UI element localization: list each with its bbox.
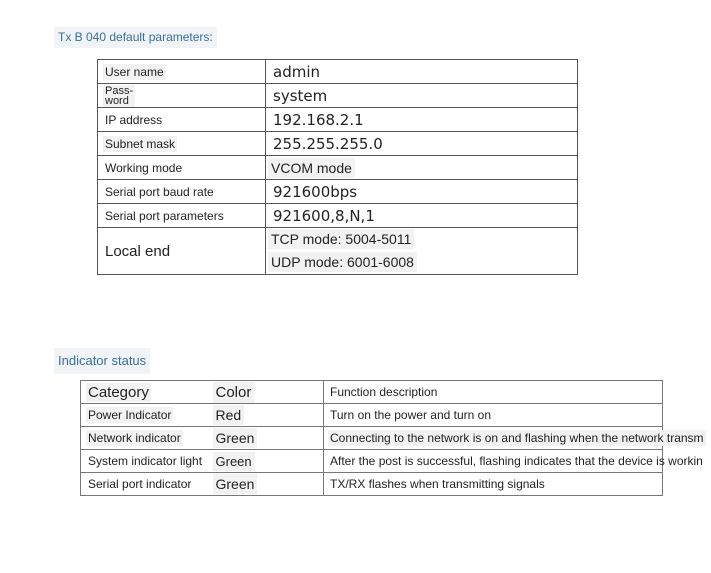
table-row (81, 473, 663, 496)
table-row (98, 108, 578, 132)
param-value: 192.168.2.1 (266, 108, 578, 132)
default-parameters-heading: Tx B 040 default parameters: (54, 27, 217, 48)
column-header-color: Color (208, 381, 324, 404)
indicator-status-table (80, 380, 704, 496)
indicator-category: Power Indicator (81, 404, 208, 427)
table-row (98, 204, 578, 228)
indicator-description: TX/RX flashes when transmitting signals (324, 473, 663, 496)
indicator-description: After the post is successful, flashing indicates that the device is workin (324, 450, 663, 473)
indicator-category: System indicator light (81, 450, 208, 473)
param-value: VCOM mode (266, 156, 578, 180)
table-row (98, 60, 578, 84)
table-row (98, 228, 578, 275)
indicator-category: Serial port indicator (81, 473, 208, 496)
table-row (98, 156, 578, 180)
table-row (81, 427, 663, 450)
table-row (98, 132, 578, 156)
column-header-category: Category (81, 381, 208, 404)
param-value: system (266, 84, 578, 108)
local-end-values (266, 228, 578, 275)
indicator-color: Green (208, 427, 324, 450)
param-label: Working mode (98, 156, 266, 180)
param-label: Serial port baud rate (98, 180, 266, 204)
column-header-description: Function description (324, 381, 663, 404)
indicator-category: Network indicator (81, 427, 208, 450)
table-row (98, 180, 578, 204)
udp-mode-value: UDP mode: 6001-6008 (268, 251, 577, 274)
tcp-mode-value: TCP mode: 5004-5011 (268, 228, 577, 251)
param-value: 921600,8,N,1 (266, 204, 578, 228)
indicator-description: Connecting to the network is on and flashing when the network transm (324, 427, 663, 450)
indicator-color: Green (208, 473, 324, 496)
param-label: User name (98, 60, 266, 84)
param-label: Serial port parameters (98, 204, 266, 228)
indicator-description: Turn on the power and turn on (324, 404, 663, 427)
table-row (81, 450, 663, 473)
param-label: Subnet mask (98, 132, 266, 156)
indicator-color: Green (208, 450, 324, 473)
param-label: Pass- word (98, 84, 266, 108)
param-value: admin (266, 60, 578, 84)
param-label: IP address (98, 108, 266, 132)
table-row (98, 84, 578, 108)
indicator-color: Red (208, 404, 324, 427)
table-header-row (81, 381, 663, 404)
param-value: 255.255.255.0 (266, 132, 578, 156)
param-value: 921600bps (266, 180, 578, 204)
table-row (81, 404, 663, 427)
indicator-status-heading: Indicator status (54, 348, 150, 374)
local-end-label: Local end (98, 228, 266, 275)
default-parameters-table (97, 59, 578, 275)
